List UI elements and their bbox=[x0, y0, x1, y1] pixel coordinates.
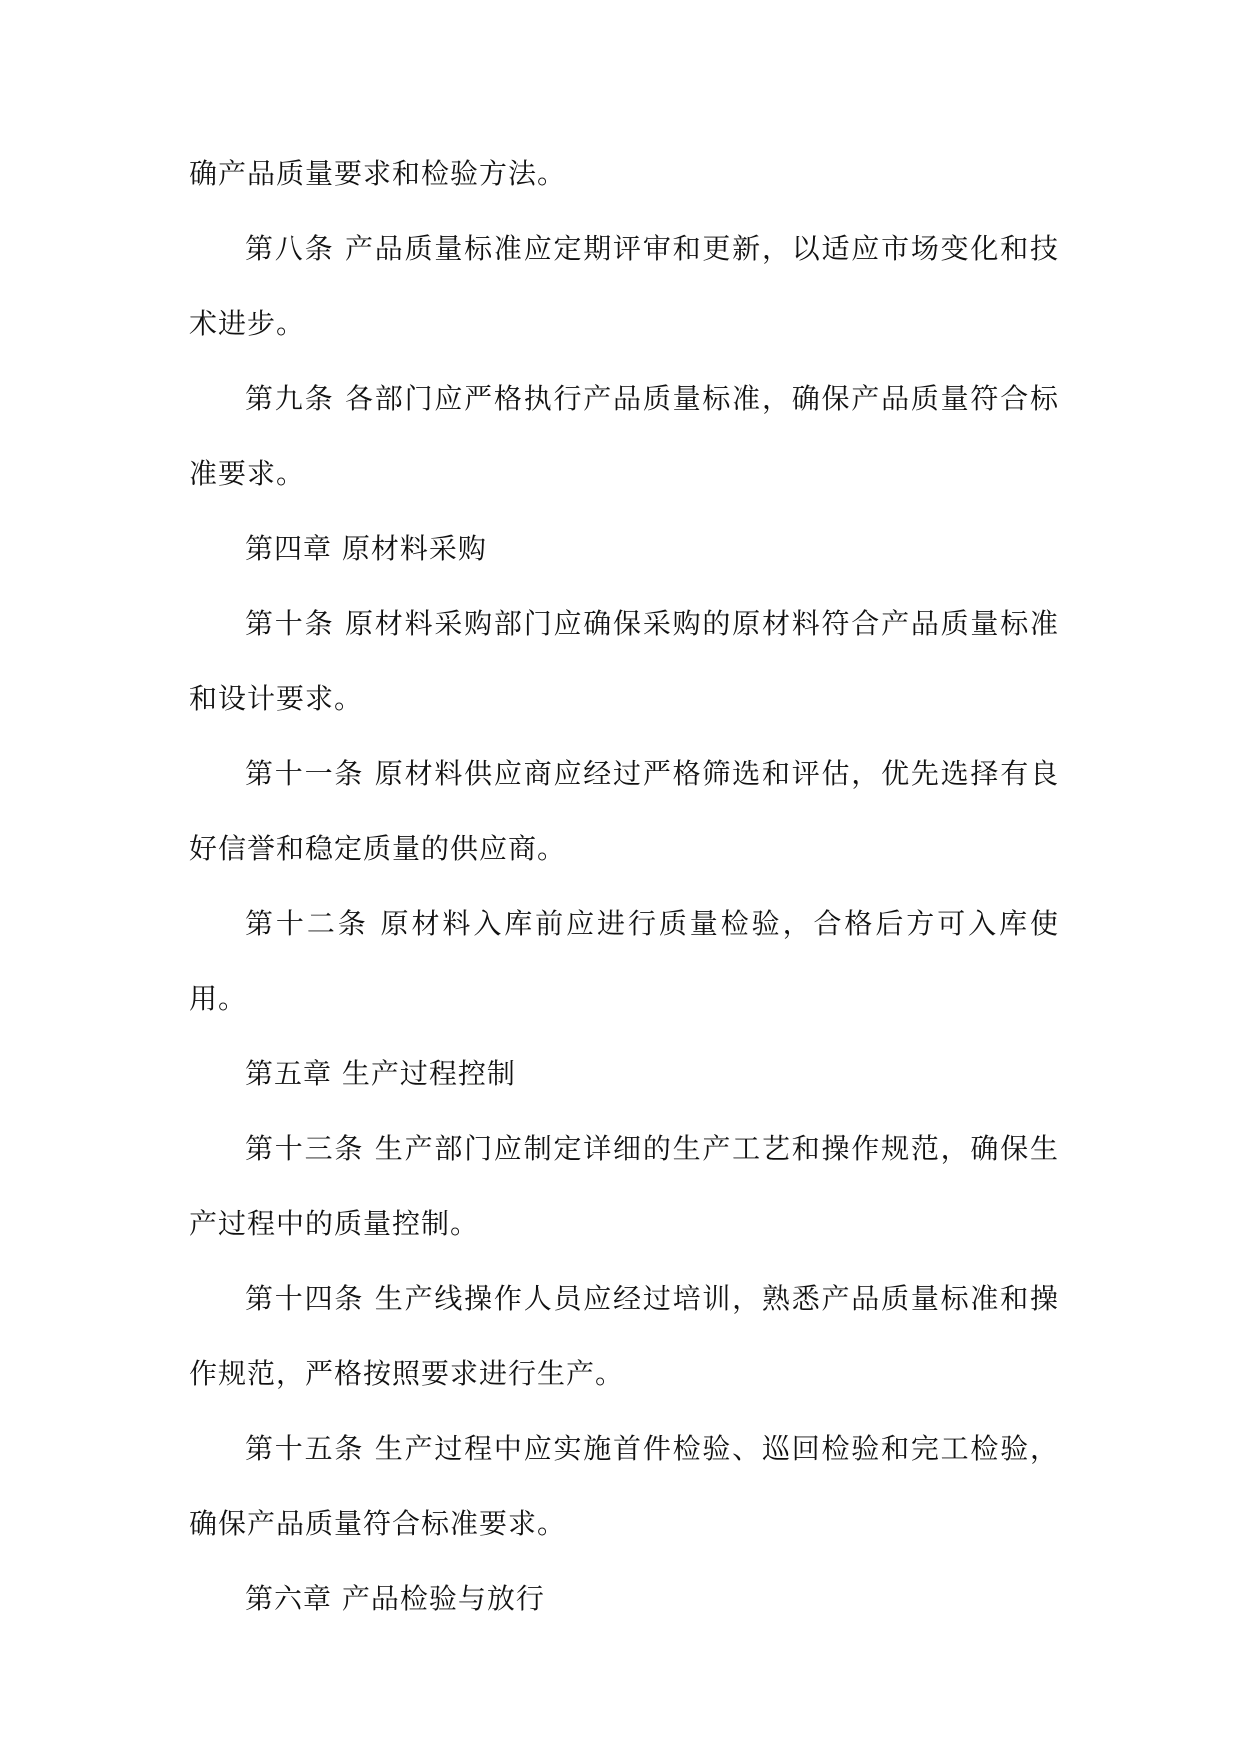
article-12: 第十二条 原材料入库前应进行质量检验，合格后方可入库使用。 bbox=[189, 907, 1059, 1015]
paragraph-continuation: 确产品质量要求和检验方法。 bbox=[189, 157, 567, 190]
article-9: 第九条 各部门应严格执行产品质量标准，确保产品质量符合标准要求。 bbox=[189, 382, 1059, 490]
article-8: 第八条 产品质量标准应定期评审和更新，以适应市场变化和技术进步。 bbox=[189, 232, 1059, 340]
chapter-5-heading: 第五章 生产过程控制 bbox=[245, 1057, 516, 1090]
document-body bbox=[189, 136, 1059, 1636]
article-15: 第十五条 生产过程中应实施首件检验、巡回检验和完工检验，确保产品质量符合标准要求。 bbox=[189, 1432, 1059, 1540]
article-10: 第十条 原材料采购部门应确保采购的原材料符合产品质量标准和设计要求。 bbox=[189, 607, 1059, 715]
chapter-6-heading: 第六章 产品检验与放行 bbox=[245, 1582, 545, 1615]
article-11: 第十一条 原材料供应商应经过严格筛选和评估，优先选择有良好信誉和稳定质量的供应商。 bbox=[189, 757, 1059, 865]
article-14: 第十四条 生产线操作人员应经过培训，熟悉产品质量标准和操作规范，严格按照要求进行生产。 bbox=[189, 1282, 1059, 1390]
chapter-4-heading: 第四章 原材料采购 bbox=[245, 532, 487, 565]
article-13: 第十三条 生产部门应制定详细的生产工艺和操作规范，确保生产过程中的质量控制。 bbox=[189, 1132, 1059, 1240]
